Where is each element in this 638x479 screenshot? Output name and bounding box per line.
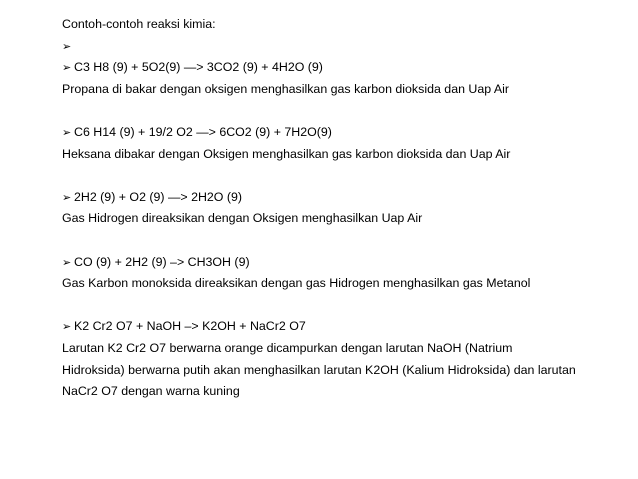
- arrow-bullet-icon: ➢: [62, 190, 72, 204]
- reaction-description: Propana di bakar dengan oksigen menghasilkan gas karbon dioksida dan Uap Air: [62, 81, 510, 96]
- reaction-description: Heksana dibakar dengan Oksigen menghasilkan gas karbon dioksida dan Uap Air: [62, 146, 511, 161]
- reaction-description: Gas Karbon monoksida direaksikan dengan gas Hidrogen menghasilkan gas Metanol: [62, 276, 531, 291]
- arrow-bullet-icon: ➢: [62, 255, 72, 269]
- spacer: [62, 295, 577, 317]
- spacer: [62, 100, 577, 122]
- equation-text: 2H2 (9) + O2 (9) —> 2H2O (9): [74, 189, 243, 204]
- reaction-equation: [62, 316, 577, 338]
- reaction-equation: [62, 122, 577, 144]
- reaction-equation: [62, 187, 577, 209]
- reaction-description: Larutan K2 Cr2 O7 berwarna orange dicampurkan dengan larutan NaOH (Natrium Hidroksida) berwarna putih akan menghasilkan larutan K2OH (Kalium Hidroksida) dan larutan NaCr2 O7 dengan warna kuning: [62, 340, 576, 399]
- equation-text: CO (9) + 2H2 (9) –> CH3OH (9): [74, 254, 250, 269]
- spacer: [62, 230, 577, 252]
- reaction-description: Gas Hidrogen direaksikan dengan Oksigen menghasilkan Uap Air: [62, 211, 423, 226]
- equation-text: C6 H14 (9) + 19/2 O2 —> 6CO2 (9) + 7H2O(9): [74, 124, 332, 139]
- empty-bullet: [62, 36, 577, 58]
- arrow-bullet-icon: ➢: [62, 39, 72, 53]
- arrow-bullet-icon: ➢: [62, 125, 72, 139]
- slide-heading: Contoh-contoh reaksi kimia:: [62, 17, 216, 31]
- equation-text: C3 H8 (9) + 5O2(9) —> 3CO2 (9) + 4H2O (9): [74, 60, 323, 75]
- arrow-bullet-icon: ➢: [62, 61, 72, 75]
- equation-text: K2 Cr2 O7 + NaOH –> K2OH + NaCr2 O7: [74, 319, 306, 334]
- spacer: [62, 165, 577, 187]
- reaction-equation: [62, 57, 577, 79]
- arrow-bullet-icon: ➢: [62, 320, 72, 334]
- slide-content: [62, 14, 577, 403]
- reaction-equation: [62, 252, 577, 274]
